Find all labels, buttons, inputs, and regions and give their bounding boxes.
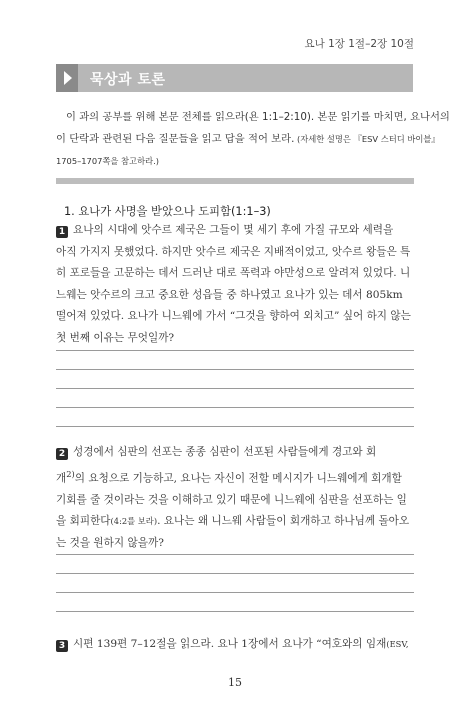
q1-line-1-text: 요나의 시대에 앗수르 제국은 그들이 몇 세기 후에 가질 규모와 세력을	[73, 224, 394, 236]
question-number-badge: 2	[56, 448, 68, 460]
q2-line-2b: 의 요청으로 기능하고, 요나는 자신이 전할 메시지가 니느웨에게 회개할	[74, 472, 402, 485]
question-3-text	[56, 634, 414, 656]
q2-line-4b: . 요나는 왜 니느웨 사람들이 회개하고 하나님께 돌아오	[157, 515, 410, 528]
answer-line[interactable]	[56, 426, 414, 427]
intro-line-2	[56, 128, 440, 150]
answer-line[interactable]	[56, 554, 414, 555]
section-divider	[56, 178, 414, 184]
section-title: 묵상과 토론	[90, 72, 166, 88]
footnote-marker: 2)	[66, 468, 75, 479]
question-2-text	[56, 442, 414, 554]
q1-line-3: 히 포로들을 고문하는 데서 드러난 대로 폭력과 야만성으로 알려져 있었다. 니	[56, 267, 411, 279]
q2-reference: (4:2를 보라)	[110, 516, 158, 527]
q3-line-1-text: 시편 139편 7–12절을 읽으라. 요나 1장에서 요나가 “여호와의 임재	[73, 638, 387, 650]
banner-tab	[56, 64, 78, 92]
intro-paragraph	[56, 106, 450, 172]
q1-line-2: 아직 가지지 못했었다. 하지만 앗수르 제국은 지배적이었고, 앗수르 왕들은 특	[56, 245, 411, 258]
q1-line-6: 첫 번째 이유는 무엇일까?	[56, 331, 175, 344]
answer-line[interactable]	[56, 369, 414, 370]
intro-note: (자세한 설명은 『ESV 스터디 바이블』	[294, 134, 440, 144]
arrow-icon	[64, 71, 72, 85]
q2-line-1	[56, 442, 414, 464]
running-head: 요나 1장 1절–2장 10절	[304, 38, 414, 50]
q1-line-5: 떨어져 있었다. 요나가 니느웨에 가서 “그것을 향하여 외치고” 싶어 하지 않는	[56, 310, 411, 322]
intro-line-2-text: 이 단락과 관련된 다음 질문들을 읽고 답을 적어 보라.	[56, 133, 295, 145]
question-1-heading: 1. 요나가 사명을 받았으나 도피함(1:1–3)	[64, 205, 271, 218]
question-1-text	[56, 220, 414, 349]
answer-line[interactable]	[56, 611, 414, 612]
page-number: 15	[228, 676, 242, 689]
q2-line-2	[56, 464, 414, 490]
intro-line-1: 이 과의 공부를 위해 본문 전체를 읽으라(욘 1:1–2:10). 본문 읽기를 마치면, 요나서의	[66, 111, 450, 123]
q2-line-3: 기회를 줄 것이라는 것을 이해하고 있기 때문에 니느웨에 심판을 선포하는 일	[56, 493, 407, 506]
q1-line-4: 느웨는 앗수르의 크고 중요한 성읍들 중 하나였고 요나가 있는 데서 805km	[56, 288, 403, 301]
q3-reference: (ESV,	[386, 639, 409, 649]
q2-line-5: 는 것을 원하지 않을까?	[56, 536, 164, 549]
q2-line-2a: 개	[56, 472, 67, 485]
answer-line[interactable]	[56, 350, 414, 351]
question-number-badge: 3	[56, 640, 68, 652]
question-number-badge: 1	[56, 226, 68, 238]
answer-line[interactable]	[56, 407, 414, 408]
answer-line[interactable]	[56, 388, 414, 389]
q2-line-4	[56, 511, 414, 533]
q3-line-1	[56, 634, 414, 656]
intro-line-3: 1705–1707쪽을 참고하라.)	[56, 156, 159, 166]
section-banner	[56, 64, 413, 92]
q2-line-4a: 을 회피한다	[56, 515, 111, 528]
q2-line-1-text: 성경에서 심판의 선포는 종종 심판이 선포된 사람들에게 경고와 회	[73, 446, 377, 458]
answer-line[interactable]	[56, 592, 414, 593]
q1-line-1	[56, 220, 414, 242]
answer-line[interactable]	[56, 573, 414, 574]
